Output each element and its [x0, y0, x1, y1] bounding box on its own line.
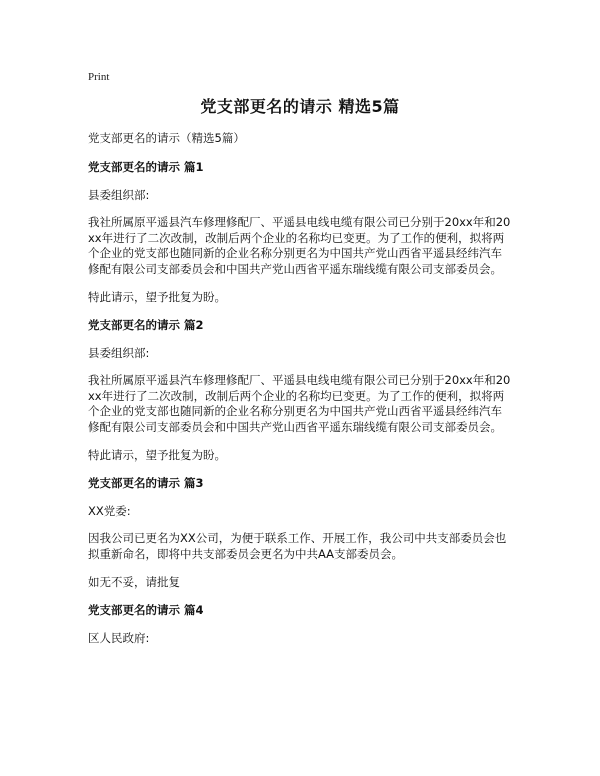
section-1: [88, 159, 512, 305]
document-title: 党支部更名的请示 精选5篇: [200, 97, 400, 116]
section-body: 因我公司已更名为XX公司，为便于联系工作、开展工作，我公司中共支部委员会也拟重新命名，即将中共支部委员会更名为中共AA支部委员会。: [88, 531, 507, 561]
section-greeting: 区人民政府:: [88, 631, 150, 645]
section-heading: 党支部更名的请示 篇2: [88, 318, 204, 332]
print-label[interactable]: Print: [88, 71, 110, 83]
section-heading: 党支部更名的请示 篇3: [88, 476, 204, 490]
section-heading: 党支部更名的请示 篇1: [88, 160, 204, 174]
section-closing: 特此请示，望予批复为盼。: [88, 448, 226, 462]
section-body: 我社所属原平遥县汽车修理修配厂、平遥县电线电缆有限公司已分别于20xx年和20xx年进行了二次改制，改制后两个企业的名称均已变更。为了工作的便利，拟将两个企业的党支部也随同新的企业名称分别更名为中国共产党山西省平遥县经纬汽车修配有限公司支部委员会和中国共产党山西省平遥东瑞线缆有限公司支部委员会。: [88, 373, 511, 434]
section-body: 我社所属原平遥县汽车修理修配厂、平遥县电线电缆有限公司已分别于20xx年和20xx年进行了二次改制，改制后两个企业的名称均已变更。为了工作的便利，拟将两个企业的党支部也随同新的企业名称分别更名为中国共产党山西省平遥县经纬汽车修配有限公司支部委员会和中国共产党山西省平遥东瑞线缆有限公司支部委员会。: [88, 215, 511, 276]
section-heading: 党支部更名的请示 篇4: [88, 603, 204, 617]
section-closing: 特此请示，望予批复为盼。: [88, 290, 226, 304]
section-3: [88, 475, 512, 590]
section-greeting: 县委组织部:: [88, 188, 150, 202]
document-subtitle: 党支部更名的请示（精选5篇）: [88, 131, 245, 145]
section-2: [88, 317, 512, 463]
section-closing: 如无不妥，请批复: [88, 575, 180, 589]
section-greeting: 县委组织部:: [88, 346, 150, 360]
section-4: [88, 602, 512, 646]
section-greeting: XX党委:: [88, 504, 131, 518]
